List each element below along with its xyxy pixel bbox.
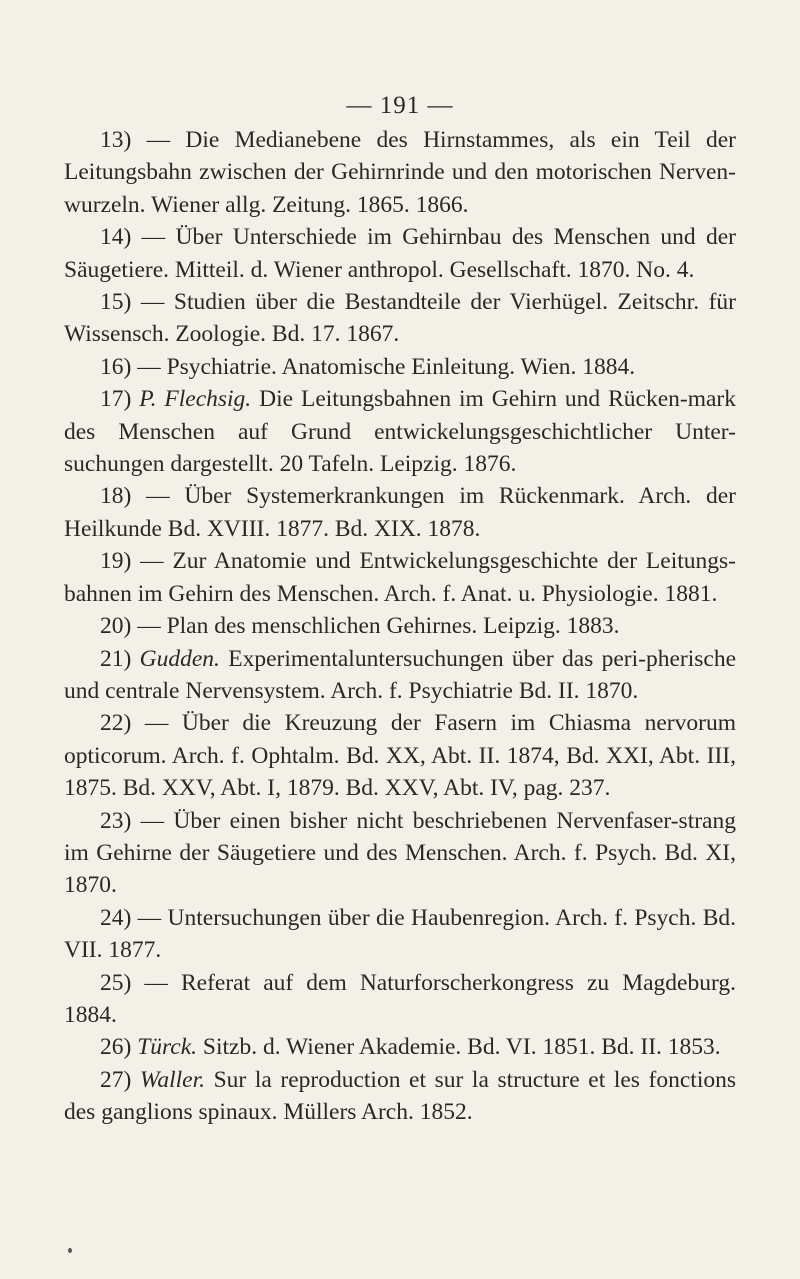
entry-number: 21) bbox=[100, 645, 132, 672]
entry-text: Über Unterschiede im Gehirnbau des Menschen und der Säugetiere. Mitteil. d. Wiener anthropol. Gesellschaft. 1870. No. 4. bbox=[64, 224, 737, 283]
entry-author: Waller. bbox=[131, 1066, 205, 1093]
entry-text: Die Medianebene des Hirnstammes, als ein Teil der Leitungsbahn zwischen der Gehirnrinde und den motorischen Nerven-wurzeln. Wiener allg. Zeitung. 1865. 1866. bbox=[64, 127, 736, 218]
ink-speck bbox=[68, 1248, 72, 1253]
bibliography-entry bbox=[64, 480, 736, 545]
entry-author: P. Flechsig. bbox=[131, 386, 252, 413]
bibliography-list bbox=[64, 124, 736, 1129]
entry-number: 15) — bbox=[100, 289, 165, 316]
bibliography-entry bbox=[64, 351, 736, 383]
entry-text: Sur la reproduction et sur la structure et les fonctions des ganglions spinaux. Müllers Arch. 1852. bbox=[64, 1066, 736, 1126]
entry-number: 25) — bbox=[100, 969, 168, 996]
entry-text: Untersuchungen über die Haubenregion. Arch. f. Psych. Bd. VII. 1877. bbox=[64, 904, 737, 964]
entry-text: Über Systemerkrankungen im Rückenmark. Arch. der Heilkunde Bd. XVIII. 1877. Bd. XIX. 1878. bbox=[64, 483, 736, 542]
entry-number: 20) — bbox=[100, 613, 161, 640]
entry-number: 19) — bbox=[100, 548, 164, 575]
entry-text: Referat auf dem Naturforscherkongress zu Magdeburg. 1884. bbox=[64, 969, 736, 1028]
entry-number: 16) — bbox=[100, 353, 161, 380]
bibliography-entry bbox=[64, 1031, 736, 1063]
entry-text: Plan des menschlichen Gehirnes. Leipzig. 1883. bbox=[160, 613, 620, 640]
bibliography-entry bbox=[64, 221, 736, 286]
bibliography-entry bbox=[64, 805, 736, 902]
entry-text: Zur Anatomie und Entwickelungsgeschichte der Leitungs-bahnen im Gehirn des Menschen. Arch. f. Anat. u. Physiologie. 1881. bbox=[64, 548, 736, 607]
bibliography-entry bbox=[64, 383, 736, 480]
bibliography-entry bbox=[64, 286, 736, 351]
entry-number: 22) — bbox=[100, 710, 169, 737]
entry-number: 23) — bbox=[100, 807, 165, 834]
entry-number: 14) — bbox=[100, 224, 166, 251]
bibliography-entry bbox=[64, 902, 736, 967]
entry-text: Psychiatrie. Anatomische Einleitung. Wien. 1884. bbox=[160, 353, 636, 380]
entry-number: 18) — bbox=[100, 483, 170, 510]
bibliography-entry bbox=[64, 124, 736, 221]
entry-text: Sitzb. d. Wiener Akademie. Bd. VI. 1851. Bd. II. 1853. bbox=[197, 1034, 721, 1061]
entry-text: Über die Kreuzung der Fasern im Chiasma nervorum opticorum. Arch. f. Ophtalm. Bd. XX, Abt. II. 1874, Bd. XXI, Abt. III, 1875. Bd. XXV, Abt. I, 1879. Bd. XXV, Abt. IV, pag. 237. bbox=[64, 710, 736, 802]
entry-author: Gudden. bbox=[131, 645, 220, 672]
bibliography-entry bbox=[64, 643, 736, 708]
entry-text: Die Leitungsbahnen im Gehirn und Rücken-mark des Menschen auf Grund entwickelungsgeschichtlicher Unter-suchungen dargestellt. 20 Tafeln. Leipzig. 1876. bbox=[64, 386, 736, 478]
entry-text: Experimentaluntersuchungen über das peri-pherische und centrale Nervensystem. Arch. f. Psychiatrie Bd. II. 1870. bbox=[64, 645, 736, 704]
bibliography-entry bbox=[64, 1064, 736, 1129]
entry-number: 17) bbox=[100, 386, 132, 413]
entry-number: 27) bbox=[100, 1066, 132, 1093]
entry-author: Türck. bbox=[131, 1034, 198, 1061]
bibliography-entry bbox=[64, 610, 736, 642]
entry-number: 13) — bbox=[100, 127, 171, 153]
bibliography-entry bbox=[64, 545, 736, 610]
page-number: — 191 — bbox=[346, 92, 454, 119]
entry-text: Studien über die Bestandteile der Vierhügel. Zeitschr. für Wissensch. Zoologie. Bd. 17. 1867. bbox=[64, 289, 736, 348]
bibliography-entry bbox=[64, 967, 736, 1032]
entry-text: Über einen bisher nicht beschriebenen Nervenfaser-strang im Gehirne der Säugetiere und des Menschen. Arch. f. Psych. Bd. XI, 1870. bbox=[64, 807, 736, 899]
entry-number: 26) bbox=[100, 1034, 132, 1061]
entry-number: 24) — bbox=[100, 904, 162, 931]
bibliography-entry bbox=[64, 707, 736, 804]
